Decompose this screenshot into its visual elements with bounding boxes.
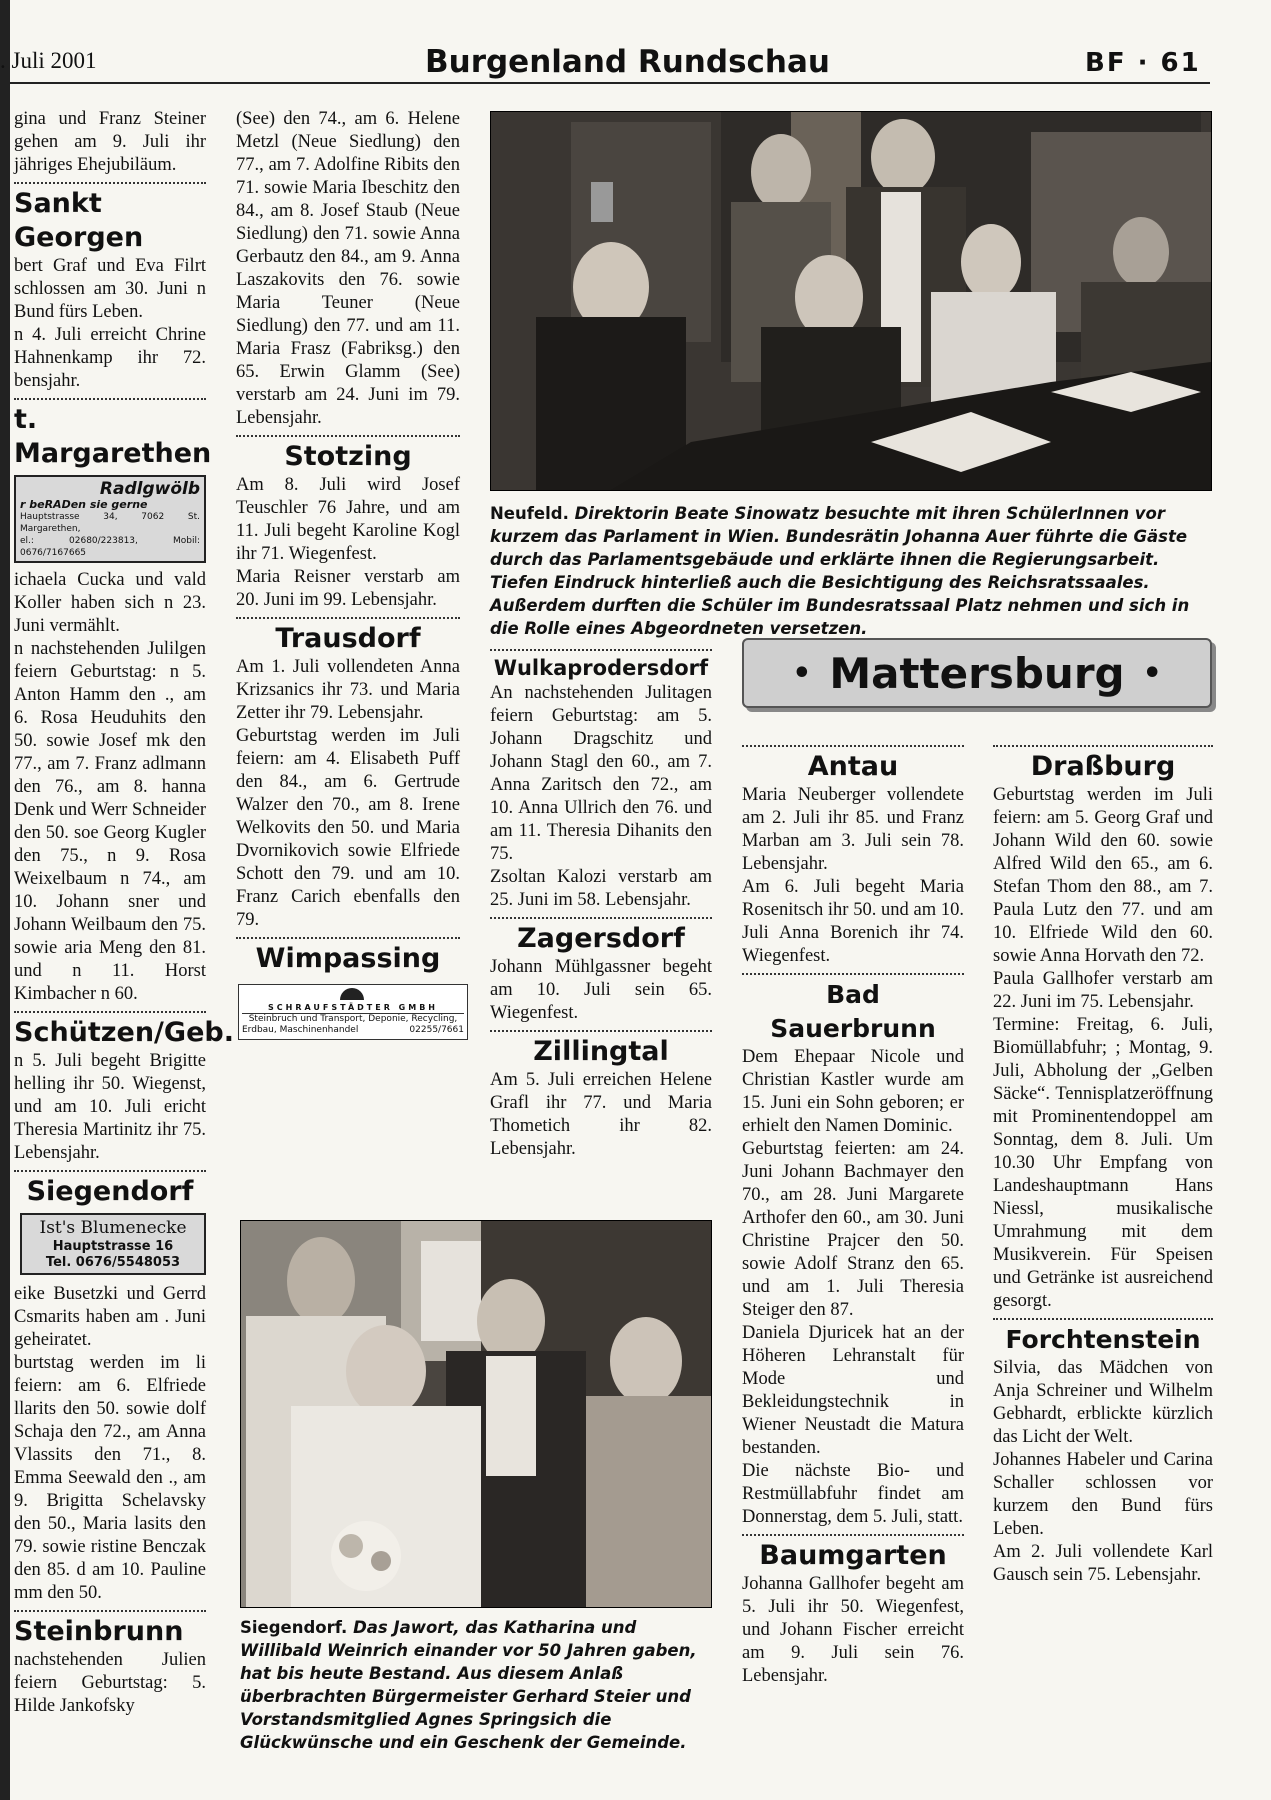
ad-blumenecke-address: Hauptstrasse 16 bbox=[52, 1239, 174, 1254]
ad-blumenecke-name: Ist's Blumenecke bbox=[39, 1218, 187, 1238]
heading-forchtenstein: Forchtenstein bbox=[1005, 1325, 1201, 1354]
divider bbox=[236, 937, 460, 939]
divider bbox=[236, 617, 460, 619]
ad-blumenecke bbox=[20, 1213, 206, 1275]
heading-zillingtal: Zillingtal bbox=[533, 1036, 669, 1067]
divider bbox=[14, 182, 206, 184]
paragraph: Die nächste Bio- und Restmüllabfuhr findet am Donnerstag, dem 5. Juli, statt. bbox=[742, 1461, 964, 1527]
heading-trausdorf: Trausdorf bbox=[275, 623, 421, 654]
paragraph: Daniela Djuricek hat an der Höheren Lehranstalt für Mode und Bekleidungstechnik in Wiener Neustadt die Matura bestanden. bbox=[742, 1323, 964, 1458]
photo-siegendorf-image bbox=[241, 1221, 711, 1607]
divider bbox=[14, 1011, 206, 1013]
heading-schuetzen: Schützen/Geb. bbox=[14, 1017, 234, 1048]
paragraph: Paula Gallhofer verstarb am 22. Juni im 75. Lebensjahr. bbox=[993, 969, 1213, 1012]
ad-radlgwoelb-phone: el.: 02680/223813, Mobil: 0676/7167665 bbox=[20, 536, 200, 558]
paragraph: Termine: Freitag, 6. Juli, Biomüllabfuhr; ; Montag, 9. Juli, Abholung der „Gelben Säcke“. Tennisplatzeröffnung mit Prominentendoppel am Sonntag, dem 8. Juli. Um 10.30 Uhr Empfang von Landeshauptmann Hans Niessl, musikalische Umrahmung mit dem Musikverein. Für Speisen und Getränke ist ausreichend gesorgt. bbox=[993, 1015, 1213, 1311]
bullet-icon: • bbox=[792, 655, 812, 691]
heading-bad-sauerbrunn: Bad Sauerbrunn bbox=[770, 980, 936, 1043]
column-3 bbox=[490, 644, 712, 1161]
paragraph: Am 6. Juli begeht Maria Rosenitsch ihr 50. und am 10. Juli Anna Borenich ihr 74. Wiegenfest. bbox=[742, 877, 964, 966]
paragraph: nachstehenden Julien feiern Geburtstag: 5. Hilde Jankofsky bbox=[14, 1650, 206, 1716]
paragraph: Am 8. Juli wird Josef Teuschler 76 Jahre, und am 11. Juli begeht Karoline Kogl ihr 71. Wiegenfest. bbox=[236, 475, 460, 564]
header-page: BF · 61 bbox=[1085, 48, 1201, 78]
divider bbox=[742, 745, 964, 747]
header-date: . Juli 2001 bbox=[0, 48, 97, 73]
heading-stotzing: Stotzing bbox=[284, 441, 412, 472]
ad-radlgwoelb-slogan: r beRADen sie gerne bbox=[20, 498, 148, 511]
ad-schraufstaedter-logo bbox=[242, 988, 464, 1002]
paragraph: bert Graf und Eva Filrt schlossen am 30. Juni n Bund fürs Leben. bbox=[14, 256, 206, 322]
paragraph: burtstag werden im li feiern: am 6. Elfriede llarits den 50. sowie dolf Schaja den 72., am Anna Vlassits den 71., 8. Emma Seewald den ., am 9. Brigitta Schelavsky den 50., Maria lasits den 79. sowie ristine Benczak den 85. d am 10. Pauline mm den 50. bbox=[14, 1353, 206, 1603]
paragraph: ichaela Cucka und vald Koller haben sich n 23. Juni vermählt. bbox=[14, 570, 206, 636]
heading-antau: Antau bbox=[807, 751, 899, 782]
column-4 bbox=[742, 740, 964, 1688]
divider bbox=[993, 745, 1213, 747]
heading-drassburg: Draßburg bbox=[1030, 751, 1176, 782]
paragraph: Zsoltan Kalozi verstarb am 25. Juni im 58. Lebensjahr. bbox=[490, 867, 712, 910]
paragraph: (See) den 74., am 6. Helene Metzl (Neue Siedlung) den 77., am 7. Adolfine Ribits den 71. sowie Maria Ibeschitz den 84., am 8. Josef Staub (Neue Siedlung) den 71. sowie Anna Gerbautz den 84., am 9. Anna Laszakovits den 76. sowie Maria Teuner (Neue Siedlung) den 77. und am 11. Maria Frasz (Fabriksg.) den 65. Erwin Glamm (See) verstarb am 24. Juni im 79. Lebensjahr. bbox=[236, 109, 460, 428]
column-5 bbox=[993, 740, 1213, 1587]
section-banner-title: Mattersburg bbox=[829, 648, 1125, 698]
heading-wimpassing: Wimpassing bbox=[255, 943, 441, 974]
ad-schraufstaedter-line2: Erdbau, Maschinenhandel bbox=[242, 1025, 359, 1035]
header-title: Burgenland Rundschau bbox=[425, 44, 830, 80]
column-2 bbox=[236, 108, 464, 1040]
heading-zagersdorf: Zagersdorf bbox=[517, 923, 685, 954]
caption-neufeld bbox=[490, 502, 1210, 640]
ad-schraufstaedter-line1: Steinbruch und Transport, Deponie, Recycling, bbox=[248, 1014, 458, 1024]
paragraph: Silvia, das Mädchen von Anja Schreiner und Wilhelm Gebhardt, erblickte kürzlich das Licht der Welt. bbox=[993, 1358, 1213, 1447]
section-banner-mattersburg bbox=[742, 638, 1212, 708]
heading-st-margarethen: t. Margarethen bbox=[14, 404, 212, 469]
divider bbox=[236, 435, 460, 437]
paragraph: eike Busetzki und Gerrd Csmarits haben am . Juni geheiratet. bbox=[14, 1284, 206, 1350]
ad-blumenecke-phone: Tel. 0676/5548053 bbox=[45, 1255, 181, 1270]
bullet-icon: • bbox=[1142, 655, 1162, 691]
paragraph: Am 2. Juli vollendete Karl Gausch sein 75. Lebensjahr. bbox=[993, 1542, 1213, 1585]
divider bbox=[14, 1610, 206, 1612]
paragraph: An nachstehenden Julitagen feiern Geburtstag: am 5. Johann Dragschitz und Johann Stagl den 60., am 7. Anna Zaritsch den 72., am 10. Anna Ullrich den 76. und am 11. Theresia Dihanits den 75. bbox=[490, 683, 712, 864]
heading-baumgarten: Baumgarten bbox=[759, 1540, 947, 1571]
photo-neufeld-parliament bbox=[490, 111, 1212, 491]
ad-radlgwoelb-address: Hauptstrasse 34, 7062 St. Margarethen, bbox=[20, 512, 200, 534]
heading-siegendorf: Siegendorf bbox=[26, 1176, 194, 1207]
paragraph: Maria Reisner verstarb am 20. Juni im 99. Lebensjahr. bbox=[236, 567, 460, 610]
column-1 bbox=[14, 108, 234, 1718]
paragraph: Johannes Habeler und Carina Schaller schlossen vor kurzem den Bund fürs Leben. bbox=[993, 1450, 1213, 1539]
divider bbox=[14, 1170, 206, 1172]
header-rule bbox=[0, 82, 1210, 84]
divider bbox=[490, 917, 712, 919]
paragraph: Am 1. Juli vollendeten Anna Krizsanics ihr 73. und Maria Zetter ihr 79. Lebensjahr. bbox=[236, 657, 460, 723]
paragraph: Johanna Gallhofer begeht am 5. Juli ihr 50. Wiegenfest, und Johann Fischer erreicht am 9. Juli sein 76. Lebensjahr. bbox=[742, 1574, 964, 1686]
ad-logo-shape bbox=[340, 988, 364, 1000]
ad-schraufstaedter-row bbox=[242, 1025, 464, 1036]
paragraph: n 4. Juli erreicht Chrine Hahnenkamp ihr 72. bensjahr. bbox=[14, 325, 206, 391]
divider bbox=[993, 1318, 1213, 1320]
ad-radlgwoelb-name: Radlgwölb bbox=[99, 479, 200, 499]
ad-schraufstaedter-name: SCHRAUFSTÄDTER GMBH bbox=[242, 1002, 464, 1014]
caption-siegendorf bbox=[240, 1616, 710, 1754]
divider bbox=[14, 398, 206, 400]
paragraph: Geburtstag werden im Juli feiern: am 5. Georg Graf und Johann Wild den 60. sowie Alfred Wild den 65., am 6. Stefan Thom den 88., am 7. Paula Lutz den 77. und am 10. Elfriede Wild den 60. sowie Anna Horvath den 72. bbox=[993, 785, 1213, 966]
paragraph: gina und Franz Steiner gehen am 9. Juli ihr jähriges Ehejubiläum. bbox=[14, 109, 206, 175]
caption-siegendorf-text: Das Jawort, das Katharina und Willibald Weinrich einander vor 50 Jahren gaben, hat bis heute Bestand. Aus diesem Anlaß überbrachten Bürgermeister Gerhard Steier und Vorstandsmitglied Agnes Springsich die Glückwünsche und ein Geschenk der Gemeinde. bbox=[240, 1618, 697, 1752]
paragraph: Geburtstag feierten: am 24. Juni Johann Bachmayer den 70., am 28. Juni Margarete Arthofer den 60., am 30. Juni Christine Prajcer den 50. sowie Adolf Stranz den 65. und am 1. Juli Theresia Steiger den 87. bbox=[742, 1139, 964, 1320]
paragraph: Johann Mühlgassner begeht am 10. Juli sein 65. Wiegenfest. bbox=[490, 957, 712, 1023]
ad-schraufstaedter-phone: 02255/7661 bbox=[409, 1025, 464, 1035]
scan-edge bbox=[0, 0, 10, 1800]
divider bbox=[490, 1030, 712, 1032]
paragraph: Dem Ehepaar Nicole und Christian Kastler wurde am 15. Juni ein Sohn geboren; er erhielt den Namen Dominic. bbox=[742, 1047, 964, 1136]
ad-schraufstaedter bbox=[238, 984, 468, 1040]
paragraph: Geburtstag werden im Juli feiern: am 4. Elisabeth Puff den 84., am 6. Gertrude Walzer den 70., am 8. Irene Welkovits den 50. und Maria Dvornikovich sowie Elfriede Schott den 79. und am 10. Franz Carich ebenfalls den 79. bbox=[236, 726, 460, 930]
paragraph: Maria Neuberger vollendete am 2. Juli ihr 85. und Franz Marban am 3. Juli sein 78. Lebensjahr. bbox=[742, 785, 964, 874]
photo-neufeld-image bbox=[491, 112, 1211, 490]
divider bbox=[742, 1534, 964, 1536]
paragraph: n 5. Juli begeht Brigitte helling ihr 50. Wiegenst, und am 10. Juli ericht Theresia Martinitz ihr 75. Lebensjahr. bbox=[14, 1051, 206, 1163]
caption-neufeld-place: Neufeld. bbox=[490, 504, 569, 523]
caption-neufeld-text: Direktorin Beate Sinowatz besuchte mit ihren SchülerInnen vor kurzem das Parlament in Wien. Bundesrätin Johanna Auer führte die Gäste durch das Parlamentsgebäude und erklärte ihnen die Regierungsarbeit. Tiefen Eindruck hinterließ auch die Besichtigung des Reichsratssaales. Außerdem durften die Schüler im Bundesratssaal Platz nehmen und sich in die Rolle eines Abgeordneten versetzen. bbox=[490, 504, 1190, 638]
caption-siegendorf-place: Siegendorf. bbox=[240, 1618, 348, 1637]
divider bbox=[742, 973, 964, 975]
paragraph: n nachstehenden Julilgen feiern Geburtstag: n 5. Anton Hamm den ., am 6. Rosa Heuduhits den 50. sowie Josef mk den 77., am 7. Franz adlmann den 76., am 8. hanna Denk und Werr Schneider den 50. soe Georg Kugler den 75., n 9. Rosa Weixelbaum n 74., am 10. Johann sner und Johann Weilbaum den 75. sowie aria Meng den 81. und n 11. Horst Kimbacher n 60. bbox=[14, 639, 206, 1004]
photo-siegendorf-couple bbox=[240, 1220, 712, 1608]
heading-sankt-georgen: Sankt Georgen bbox=[14, 188, 144, 253]
paragraph: Am 5. Juli erreichen Helene Grafl ihr 77. und Maria Thometich ihr 82. Lebensjahr. bbox=[490, 1070, 712, 1159]
ad-radlgwoelb bbox=[14, 475, 206, 563]
heading-wulkaprodersdorf: Wulkaprodersdorf bbox=[493, 656, 709, 680]
heading-steinbrunn: Steinbrunn bbox=[14, 1616, 184, 1647]
divider bbox=[490, 649, 712, 651]
